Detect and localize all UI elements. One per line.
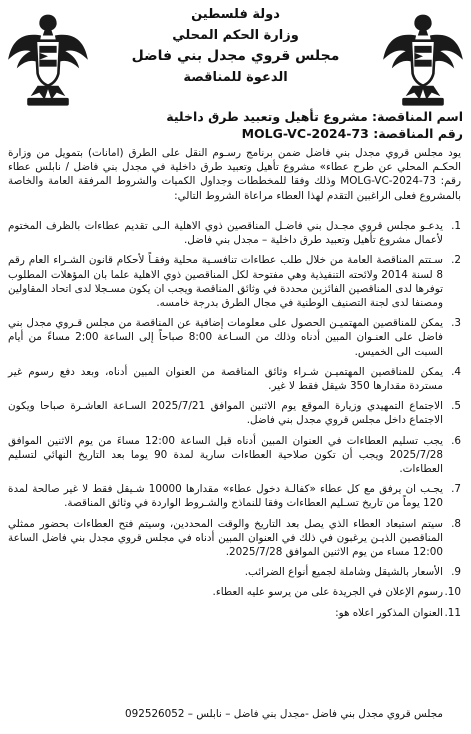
condition-number: 9. xyxy=(451,566,461,579)
condition-item xyxy=(8,219,461,247)
condition-number: 11. xyxy=(444,606,461,619)
condition-item xyxy=(8,253,461,310)
condition-text: سيتم استبعاد العطاء الذي يصل بعد التاريخ والوقت المحددين، وسيتم فتح العطاءات بحضور ممثلي المناقصين الذيـن يرغبون في ذلك في العنوان المبين أدناه في مجلس قروي مجدل بني فاضل الساعة 12:00 مساء من يوم الاثنين الموافق 2025/7/28. xyxy=(8,517,443,559)
condition-number: 1. xyxy=(451,220,461,232)
condition-text: يجـب ان يرفق مع كل عطاء «كفالـة دخول عطاء» مقدارها 10000 شـيقل فقط لا غير صالحة لمدة 120 يوماً من تاريخ تسـليم العطاءات وفقا للنماذج والشـروط الواردة في وثائق المناقصة. xyxy=(8,483,443,510)
condition-number: 10. xyxy=(444,586,461,599)
condition-item xyxy=(8,606,461,620)
condition-item xyxy=(8,316,461,359)
tender-number: رقم المناقصة: MOLG-VC-2024-73 xyxy=(241,126,463,141)
condition-text: يدعـو مجلس قروي مجـدل بني فاضـل المناقصين ذوي الاهلية الـى تقديم عطاءات بالظرف المختوم لأعمال مشروع تأهيل وتعبيد طرق داخلية – مجدل بني فاضل. xyxy=(8,220,443,247)
condition-number: 3. xyxy=(451,317,461,330)
condition-item xyxy=(8,482,461,510)
condition-text: يجب تسليم العطاءات في العنوان المبين أدناه قبل الساعة 12:00 مساءَ من يوم الاثنين الموافق 2025/7/28 ويجب أن تكون صلاحية العطاءات سارية لمدة 90 يوما بعد التاريخ النهائي لتسليم العطاءات. xyxy=(8,434,443,476)
invitation-title: الدعوة للمناقصة xyxy=(183,70,288,85)
condition-number: 5. xyxy=(451,400,461,413)
condition-item xyxy=(8,434,461,477)
header-block xyxy=(96,4,375,88)
ministry-title: وزارة الحكم المحلي xyxy=(172,28,299,43)
intro-paragraph: يود مجلس قروي مجدل بني فاضل ضمن برنامج رسـوم النقل على الطرق (امانات) بتمويل من وزارة الحكـم المحلي عن طرح عطاء» مشروع تأهيل وتعبيد طرق داخلية في مجدل بني فاضل / نابلس عطاء رقم: MOLG-VC-2024-73 وذلك وفقا للمخططات وجداول الكميات والشروط المرفقة العامة والخاصة بالمشروع فعلى الراغبين التقدم لهذا العطاء مراعاة الشروط التالي: xyxy=(8,147,461,202)
condition-text: يمكن للمناقصين المهتميـن شـراء وثائق المناقصة من العنوان المبين أدناه، وبعد دفع رسوم غير مستردة مقدارها 350 شيقل فقط لا غير. xyxy=(8,365,443,393)
conditions-list xyxy=(8,219,461,626)
condition-text: الاجتماع التمهيدي وزيارة الموقع يوم الاثنين الموافق 2025/7/21 السـاعة العاشـرة صباحا ويكون الاجتماع داخل مجلس قروي مجدل بني فاضل. xyxy=(8,400,443,427)
palestine-eagle-emblem-icon xyxy=(379,6,467,110)
condition-item xyxy=(8,517,461,560)
condition-text: سـتتم المناقصة العامة من خلال طلب عطاءات تنافسـية محلية وفقـاً لأحكام قانون الشـراء العام رقم 8 لسنة 2014 ولائحته التنفيذية وهي مفتوحة لكل المناقصين ذوي الاهلية علما بان المؤهلات المطلوب توفرها لدى المناقصين الفائزين محددة في وثائق المناقصة ويجب ان يكون مسـجلا لدى اتحاد المقاولين ومصنفا لدى لجنة التصنيف الوطنية في مجال الطرق بدرجة خامسه. xyxy=(8,254,443,310)
condition-number: 7. xyxy=(451,483,461,496)
condition-text: رسوم الإعلان في الجريدة على من يرسو عليه العطاء. xyxy=(212,586,443,599)
condition-text: يمكن للمناقصين المهتميـن الحصول على معلومات إضافية عن المناقصة من مجلس قـروي مجدل بني فاضل على العنـوان المبين أدناه وذلك من السـاعة 8:00 صباحاً إلى الساعة 2:00 مساءً من أيام السبت الى الخميس. xyxy=(8,317,444,358)
tender-info xyxy=(8,108,463,142)
palestine-eagle-emblem-icon xyxy=(4,6,92,110)
condition-number: 8. xyxy=(451,517,461,530)
condition-text: العنوان المذكور اعلاه هو: xyxy=(335,606,443,619)
condition-item xyxy=(8,365,461,393)
condition-item xyxy=(8,399,461,427)
condition-item xyxy=(8,585,461,599)
state-title: دولة فلسطين xyxy=(191,7,280,22)
council-title: مجلس قروي مجدل بني فاضل xyxy=(131,48,340,64)
condition-number: 6. xyxy=(451,434,461,447)
condition-number: 4. xyxy=(451,365,461,378)
condition-number: 2. xyxy=(451,254,461,267)
condition-text: الأسعار بالشيقل وشاملة لجميع أنواع الضرائب. xyxy=(244,566,443,579)
address-line: مجلس قروي مجدل بني فاضل -مجدل بني فاضل – نابلس – 092526052 xyxy=(125,708,443,720)
condition-item xyxy=(8,565,461,579)
tender-name: اسم المناقصة: مشروع تأهيل وتعبيد طرق داخلية xyxy=(166,109,463,124)
